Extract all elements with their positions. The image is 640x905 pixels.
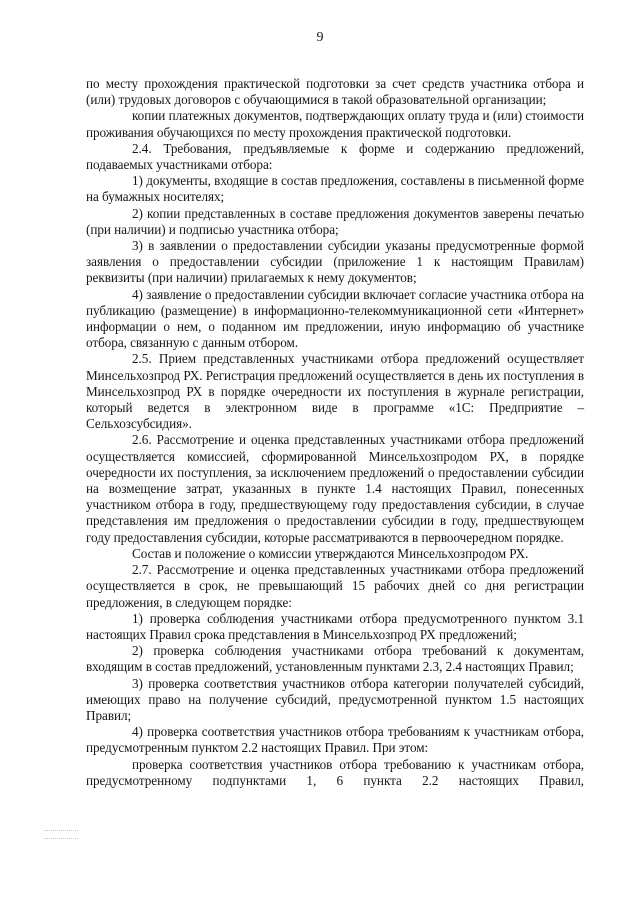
scan-edge-marks xyxy=(44,830,78,846)
document-body xyxy=(86,76,584,789)
scan-mark xyxy=(44,838,78,839)
section-2-6-paragraph: 2.6. Рассмотрение и оценка представленных участниками отбора предложений осуществляется комиссией, сформированной Минсельхозпродом РХ, в порядке очередности их поступления, за исключением предложений о предоставлении субсидии на возмещение затрат, указанных в пункте 1.4 настоящих Правил, понесенных участником отбора в году, предшествующему году предоставления субсидии, в случае представления им предложения о предоставлении субсидии в году, предшествующем году предоставления субсидии, которые рассматриваются в первоочередном порядке. xyxy=(86,432,584,545)
list-item: 3) в заявлении о предоставлении субсидии указаны предусмотренные формой заявления о предоставлении субсидии (приложение 1 к настоящим Правилам) реквизиты (при наличии) прилагаемых к нему документов; xyxy=(86,238,584,286)
list-item: 2) проверка соблюдения участниками отбора требований к документам, входящим в состав предложений, установленным пунктами 2.3, 2.4 настоящих Правил; xyxy=(86,643,584,675)
list-item: 4) проверка соответствия участников отбора требованиям к участникам отбора, предусмотренным пунктом 2.2 настоящих Правил. При этом: xyxy=(86,724,584,756)
list-item: 4) заявление о предоставлении субсидии включает согласие участника отбора на публикацию (размещение) в информационно-телекоммуникационной сети «Интернет» информации о нем, о поданном им предложении, иную информацию об участнике отбора, связанную с данным отбором. xyxy=(86,286,584,351)
paragraph: Состав и положение о комиссии утверждаются Минсельхозпродом РХ. xyxy=(132,545,529,561)
paragraph: копии платежных документов, подтверждающих оплату труда и (или) стоимости проживания обучающихся по месту прохождения практической подготовки. xyxy=(86,108,584,140)
list-item: 1) проверка соблюдения участниками отбора предусмотренного пунктом 3.1 настоящих Правил срока представления в Минсельхозпрод РХ предложений; xyxy=(86,610,584,642)
section-2-5-paragraph: 2.5. Прием представленных участниками отбора предложений осуществляет Минсельхозпрод РХ. Регистрация предложений осуществляется в день их поступления в Минсельхозпрод РХ в порядке очередности их поступления в журнале регистрации, который ведется в электронном виде в программе «1С: Предприятие – Сельхозсубсидия». xyxy=(86,351,584,432)
paragraph: проверка соответствия участников отбора требованию к участникам отбора, предусмотренному подпунктами 1, 6 пункта 2.2 настоящих Правил, xyxy=(86,756,584,788)
list-item: 1) документы, входящие в состав предложения, составлены в письменной форме на бумажных носителях; xyxy=(86,173,584,205)
section-2-7-paragraph: 2.7. Рассмотрение и оценка представленных участниками отбора предложений осуществляется в срок, не превышающий 15 рабочих дней со дня регистрации предложения, в следующем порядке: xyxy=(86,562,584,610)
list-item: 2) копии представленных в составе предложения документов заверены печатью (при наличии) и подписью участника отбора; xyxy=(86,205,584,237)
section-2-4-heading: 2.4. Требования, предъявляемые к форме и содержанию предложений, подаваемых участниками отбора: xyxy=(86,140,584,173)
scan-mark xyxy=(44,830,78,831)
list-item: 3) проверка соответствия участников отбора категории получателей субсидий, имеющих право на получение субсидий, предусмотренной пунктом 1.5 настоящих Правил; xyxy=(86,675,584,723)
page-number: 9 xyxy=(316,30,324,45)
paragraph: по месту прохождения практической подготовки за счет средств участника отбора и (или) трудовых договоров с обучающимися в такой образовательной организации; xyxy=(86,76,584,108)
